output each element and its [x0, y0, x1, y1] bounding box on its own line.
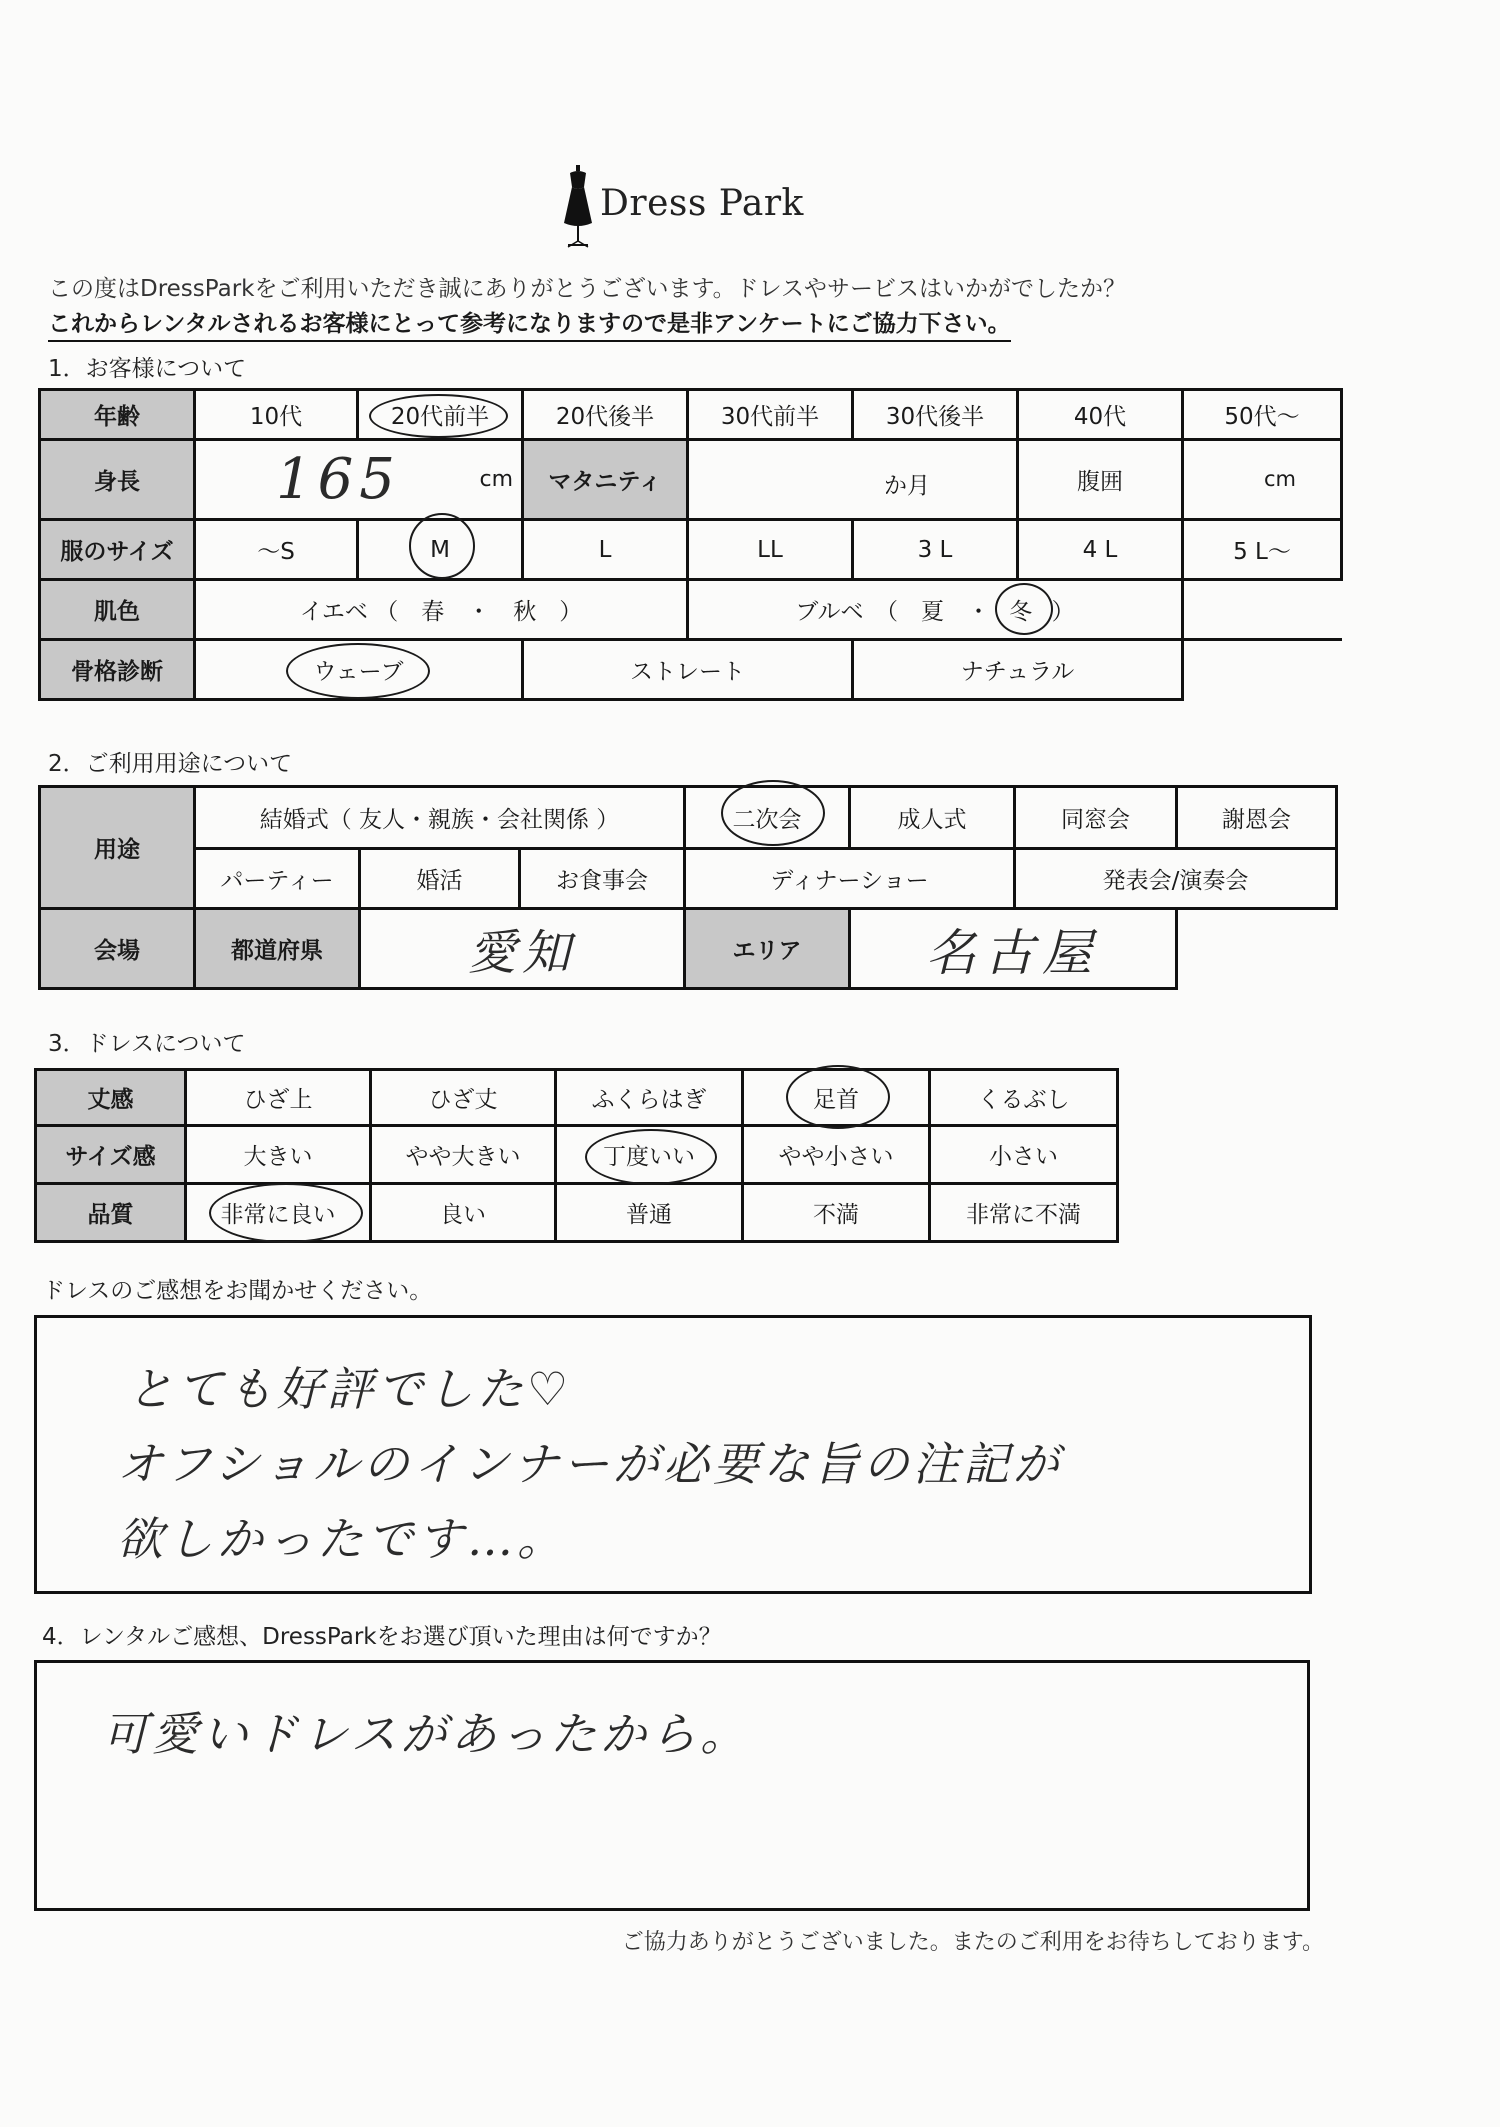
fit-option[interactable]: 小さい	[930, 1126, 1118, 1184]
section2-title: 2．ご利用用途について	[48, 751, 293, 777]
height-label: 身長	[40, 440, 195, 520]
age-option-selected[interactable]	[358, 390, 523, 440]
skin-label: 肌色	[40, 580, 195, 640]
height-unit: cm	[479, 467, 513, 492]
height-row	[40, 440, 1342, 520]
purpose-option[interactable]: 結婚式（ 友人・親族・会社関係 ）	[195, 787, 685, 849]
area-value: 名古屋	[926, 923, 1100, 982]
purpose-row-1	[40, 787, 1337, 849]
age-option[interactable]: 50代〜	[1183, 390, 1342, 440]
skeleton-label: 骨格診断	[40, 640, 195, 700]
venue-row	[40, 909, 1337, 989]
waist-unit: cm	[1264, 467, 1297, 491]
purpose-option[interactable]: 婚活	[360, 849, 520, 909]
age-option[interactable]: 30代後半	[853, 390, 1018, 440]
blue-winter-label: 冬	[1009, 599, 1033, 625]
length-option-selected[interactable]	[743, 1070, 930, 1126]
blue-base-suffix: ）	[1051, 599, 1075, 625]
brand-name: Dress Park	[600, 183, 804, 224]
skeleton-option[interactable]: ストレート	[523, 640, 853, 700]
quality-label: 品質	[36, 1184, 186, 1242]
skeleton-row	[40, 640, 1342, 700]
reason-answer-box[interactable]	[34, 1660, 1310, 1911]
age-option[interactable]: 20代後半	[523, 390, 688, 440]
section3-title: 3．ドレスについて	[48, 1031, 246, 1057]
dress-comment-line: オフショルのインナーが必要な旨の注記が	[117, 1437, 1063, 1491]
quality-option-selected[interactable]	[186, 1184, 371, 1242]
reason-answer: 可愛いドレスがあったから。	[102, 1707, 751, 1761]
age-option[interactable]: 40代	[1018, 390, 1183, 440]
yellow-base-option[interactable]: イエベ （ 春 ・ 秋 ）	[195, 580, 688, 640]
dress-comment-prompt: ドレスのご感想をお聞かせください。	[42, 1278, 433, 1304]
length-option[interactable]: ふくらはぎ	[556, 1070, 743, 1126]
venue-label: 会場	[40, 909, 195, 989]
purpose-option[interactable]: 成人式	[850, 787, 1015, 849]
prefecture-label: 都道府県	[195, 909, 360, 989]
purpose-option[interactable]: ディナーショー	[685, 849, 1015, 909]
length-label: 丈感	[36, 1070, 186, 1126]
quality-option[interactable]: 不満	[743, 1184, 930, 1242]
section4-title: 4．レンタルご感想、DressParkをお選び頂いた理由は何ですか？	[42, 1624, 722, 1650]
age-option[interactable]: 30代前半	[688, 390, 853, 440]
maternity-label: マタニティ	[523, 440, 688, 520]
intro-text: この度はDressParkをご利用いただき誠にありがとうございます。ドレスやサービスはいかがでしたか？	[48, 276, 1126, 302]
size-option-selected[interactable]	[358, 520, 523, 580]
fit-option-selected[interactable]	[556, 1126, 743, 1184]
size-option[interactable]: LL	[688, 520, 853, 580]
section1-title: 1．お客様について	[48, 356, 247, 382]
age-option-label: 20代前半	[390, 404, 490, 430]
prefecture-value: 愛知	[467, 925, 576, 981]
length-option[interactable]: くるぶし	[930, 1070, 1118, 1126]
size-option[interactable]: L	[523, 520, 688, 580]
prefecture-field[interactable]	[360, 909, 685, 989]
purpose-row-2	[40, 849, 1337, 909]
skin-row	[40, 580, 1342, 640]
purpose-option[interactable]: お食事会	[520, 849, 685, 909]
fit-option[interactable]: やや小さい	[743, 1126, 930, 1184]
quality-option[interactable]: 普通	[556, 1184, 743, 1242]
length-option-label: 足首	[813, 1087, 859, 1113]
area-label: エリア	[685, 909, 850, 989]
fit-label: サイズ感	[36, 1126, 186, 1184]
waist-label: 腹囲	[1018, 440, 1183, 520]
dress-comment-line: 欲しかったです…。	[117, 1512, 567, 1566]
purpose-option[interactable]: 発表会/演奏会	[1015, 849, 1337, 909]
dress-comment-box[interactable]	[34, 1315, 1312, 1594]
size-option[interactable]: 5 L〜	[1183, 520, 1342, 580]
height-value: 165	[276, 447, 401, 512]
blue-base-option[interactable]	[688, 580, 1183, 640]
blue-base-prefix: ブルベ （ 夏 ・	[795, 599, 990, 625]
maternity-field[interactable]	[688, 440, 1018, 520]
length-option[interactable]: ひざ丈	[371, 1070, 556, 1126]
usage-table	[38, 785, 1338, 990]
age-row	[40, 390, 1342, 440]
empty-cell	[1183, 580, 1342, 640]
intro-request: これからレンタルされるお客様にとって参考になりますので是非アンケートにご協力下さい。	[48, 305, 1011, 342]
dress-comment-line: とても好評でした♡	[127, 1362, 573, 1416]
skeleton-option-selected[interactable]	[195, 640, 523, 700]
maternity-month-unit: か月	[884, 473, 930, 499]
waist-field[interactable]	[1183, 440, 1342, 520]
size-label: 服のサイズ	[40, 520, 195, 580]
size-option[interactable]: 3 L	[853, 520, 1018, 580]
purpose-option[interactable]: パーティー	[195, 849, 360, 909]
empty-cell	[1183, 640, 1342, 700]
size-option[interactable]: 〜S	[195, 520, 358, 580]
fit-option[interactable]: 大きい	[186, 1126, 371, 1184]
age-label: 年齢	[40, 390, 195, 440]
quality-row	[36, 1184, 1118, 1242]
quality-option-label: 非常に良い	[220, 1202, 336, 1228]
size-row	[40, 520, 1342, 580]
quality-option[interactable]: 良い	[371, 1184, 556, 1242]
size-option-label: M	[430, 536, 450, 563]
length-option[interactable]: ひざ上	[186, 1070, 371, 1126]
dress-table	[34, 1068, 1119, 1243]
area-field[interactable]	[850, 909, 1177, 989]
length-row	[36, 1070, 1118, 1126]
dress-form-icon	[560, 165, 596, 250]
purpose-option[interactable]: 同窓会	[1015, 787, 1177, 849]
empty-cell	[1177, 909, 1337, 989]
purpose-label: 用途	[40, 787, 195, 909]
height-field[interactable]	[195, 440, 523, 520]
skeleton-option-label: ウェーブ	[313, 659, 404, 685]
purpose-option-label: 二次会	[732, 807, 802, 833]
customer-table	[38, 388, 1343, 701]
size-option[interactable]: 4 L	[1018, 520, 1183, 580]
age-option[interactable]: 10代	[195, 390, 358, 440]
dresspark-logo	[560, 165, 804, 250]
blue-winter-option[interactable]	[997, 593, 1044, 626]
fit-option[interactable]: やや大きい	[371, 1126, 556, 1184]
footer-thanks: ご協力ありがとうございました。またのご利用をお待ちしております。	[621, 1930, 1324, 1955]
purpose-option[interactable]: 謝恩会	[1177, 787, 1337, 849]
fit-option-label: 丁度いい	[603, 1144, 695, 1170]
purpose-option-selected[interactable]	[685, 787, 850, 849]
quality-option[interactable]: 非常に不満	[930, 1184, 1118, 1242]
skeleton-option[interactable]: ナチュラル	[853, 640, 1183, 700]
fit-row	[36, 1126, 1118, 1184]
